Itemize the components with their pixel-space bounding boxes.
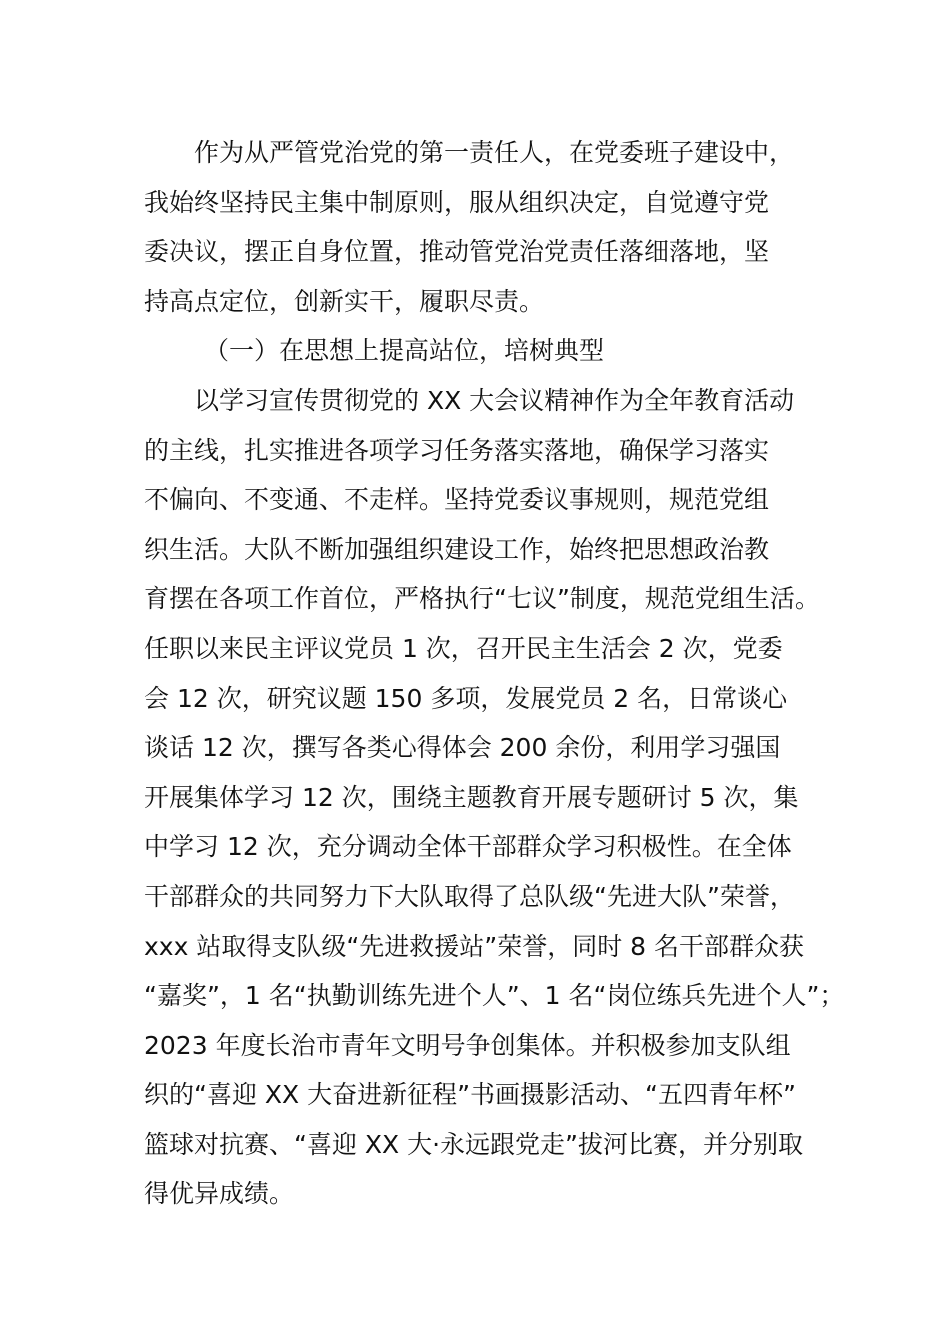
paragraph-line: 篮球对抗赛、“喜迎 XX 大·永远跟党走”拔河比赛，并分别取 bbox=[144, 1129, 803, 1159]
paragraph-line: 2023 年度长治市青年文明号争创集体。并积极参加支队组 bbox=[144, 1030, 791, 1060]
document-body bbox=[144, 128, 845, 1219]
paragraph-line: 织生活。大队不断加强组织建设工作，始终把思想政治教 bbox=[144, 534, 770, 564]
paragraph-line: “嘉奖”，1 名“执勤训练先进个人”、1 名“岗位练兵先进个人”； bbox=[144, 981, 845, 1011]
body-paragraph bbox=[144, 376, 845, 1219]
paragraph-line: 育摆在各项工作首位，严格执行“七议”制度，规范党组生活。 bbox=[144, 584, 820, 614]
paragraph-line: 任职以来民主评议党员 1 次，召开民主生活会 2 次，党委 bbox=[144, 633, 783, 663]
paragraph-line: 委决议，摆正自身位置，推动管党治党责任落细落地，坚 bbox=[144, 237, 770, 267]
intro-paragraph bbox=[144, 128, 834, 326]
paragraph-line: 作为从严管党治党的第一责任人，在党委班子建设中， bbox=[194, 138, 795, 167]
paragraph-line: 得优异成绩。 bbox=[144, 1179, 295, 1209]
paragraph-line: 谈话 12 次，撰写各类心得体会 200 余份，利用学习强国 bbox=[144, 733, 781, 763]
paragraph-line: 干部群众的共同努力下大队取得了总队级“先进大队”荣誉， bbox=[144, 881, 795, 911]
paragraph-line: 中学习 12 次，充分调动全体干部群众学习积极性。在全体 bbox=[144, 832, 792, 862]
paragraph-line: 持高点定位，创新实干，履职尽责。 bbox=[144, 286, 545, 316]
paragraph-line: 不偏向、不变通、不走样。坚持党委议事规则，规范党组 bbox=[144, 485, 770, 515]
paragraph-line: 织的“喜迎 XX 大奋进新征程”书画摄影活动、“五四青年杯” bbox=[144, 1080, 796, 1110]
paragraph-line: 开展集体学习 12 次，围绕主题教育开展专题研讨 5 次，集 bbox=[144, 782, 799, 812]
paragraph-line: 我始终坚持民主集中制原则，服从组织决定，自觉遵守党 bbox=[144, 187, 770, 217]
section-heading bbox=[144, 326, 834, 376]
paragraph-line: xxx 站取得支队级“先进救援站”荣誉，同时 8 名干部群众获 bbox=[144, 931, 805, 961]
paragraph-line: 会 12 次，研究议题 150 多项，发展党员 2 名，日常谈心 bbox=[144, 683, 788, 713]
section-heading-text: （一）在思想上提高站位，培树典型 bbox=[204, 336, 605, 366]
paragraph-line: 以学习宣传贯彻党的 XX 大会议精神作为全年教育活动 bbox=[194, 385, 795, 415]
paragraph-line: 的主线，扎实推进各项学习任务落实落地，确保学习落实 bbox=[144, 435, 770, 465]
